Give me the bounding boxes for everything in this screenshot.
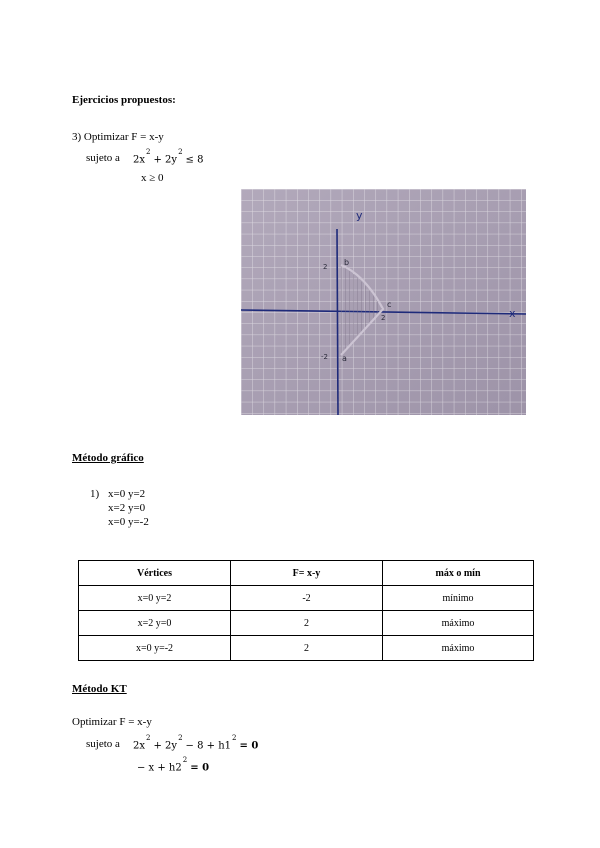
kt-title: Método KT bbox=[72, 683, 127, 695]
vertex-point: x=0 y=2 bbox=[108, 488, 146, 500]
table-cell: x=0 y=2 bbox=[79, 586, 231, 611]
x-axis-label: x bbox=[509, 307, 516, 320]
vertex-point: x=2 y=0 bbox=[108, 502, 146, 514]
problem-title: 3) Optimizar F = x-y bbox=[72, 131, 164, 143]
y-axis-label: y bbox=[356, 209, 363, 222]
table-header: máx o mín bbox=[383, 561, 534, 586]
kt-subject-label: sujeto a bbox=[86, 738, 120, 750]
table-cell: x=0 y=-2 bbox=[79, 636, 231, 661]
tick-label-top: 2 bbox=[323, 263, 328, 271]
table-cell: -2 bbox=[231, 586, 383, 611]
point-b-label: b bbox=[344, 258, 350, 267]
constraint-2: x ≥ 0 bbox=[141, 172, 164, 184]
vertices-table bbox=[78, 560, 534, 661]
grafico-title: Método gráfico bbox=[72, 452, 144, 464]
table-row bbox=[79, 611, 534, 636]
table-header-row bbox=[79, 561, 534, 586]
table-row bbox=[79, 586, 534, 611]
table-cell: x=2 y=0 bbox=[79, 611, 231, 636]
kt-equation-2: − $x + h2^2= 0$ bbox=[137, 756, 210, 774]
vertex-point: x=0 y=-2 bbox=[108, 516, 149, 528]
graph-photo bbox=[241, 189, 526, 415]
subject-label: sujeto a bbox=[86, 152, 120, 164]
constraint-1: $2x^2+ 2y^2\le 8$ bbox=[133, 148, 204, 166]
point-c-label: c bbox=[387, 300, 392, 309]
point-a-label: a bbox=[342, 354, 347, 363]
kt-equation-1: $2x^2+ 2y^2- 8 + h1^2= 0$ bbox=[133, 734, 259, 752]
section-heading: Ejercicios propuestos: bbox=[72, 94, 176, 106]
table-cell: 2 bbox=[231, 636, 383, 661]
tick-label-right: 2 bbox=[381, 314, 386, 322]
table-row bbox=[79, 636, 534, 661]
kt-optimize: Optimizar F = x-y bbox=[72, 716, 152, 728]
table-cell: mínimo bbox=[383, 586, 534, 611]
y-axis bbox=[337, 229, 338, 415]
table-cell: máximo bbox=[383, 636, 534, 661]
table-cell: máximo bbox=[383, 611, 534, 636]
grid-paper bbox=[241, 189, 526, 415]
table-cell: 2 bbox=[231, 611, 383, 636]
table-header: F= x-y bbox=[231, 561, 383, 586]
list-number: 1) bbox=[90, 488, 100, 500]
tick-label-bottom: -2 bbox=[321, 353, 328, 361]
table-header: Vértices bbox=[79, 561, 231, 586]
